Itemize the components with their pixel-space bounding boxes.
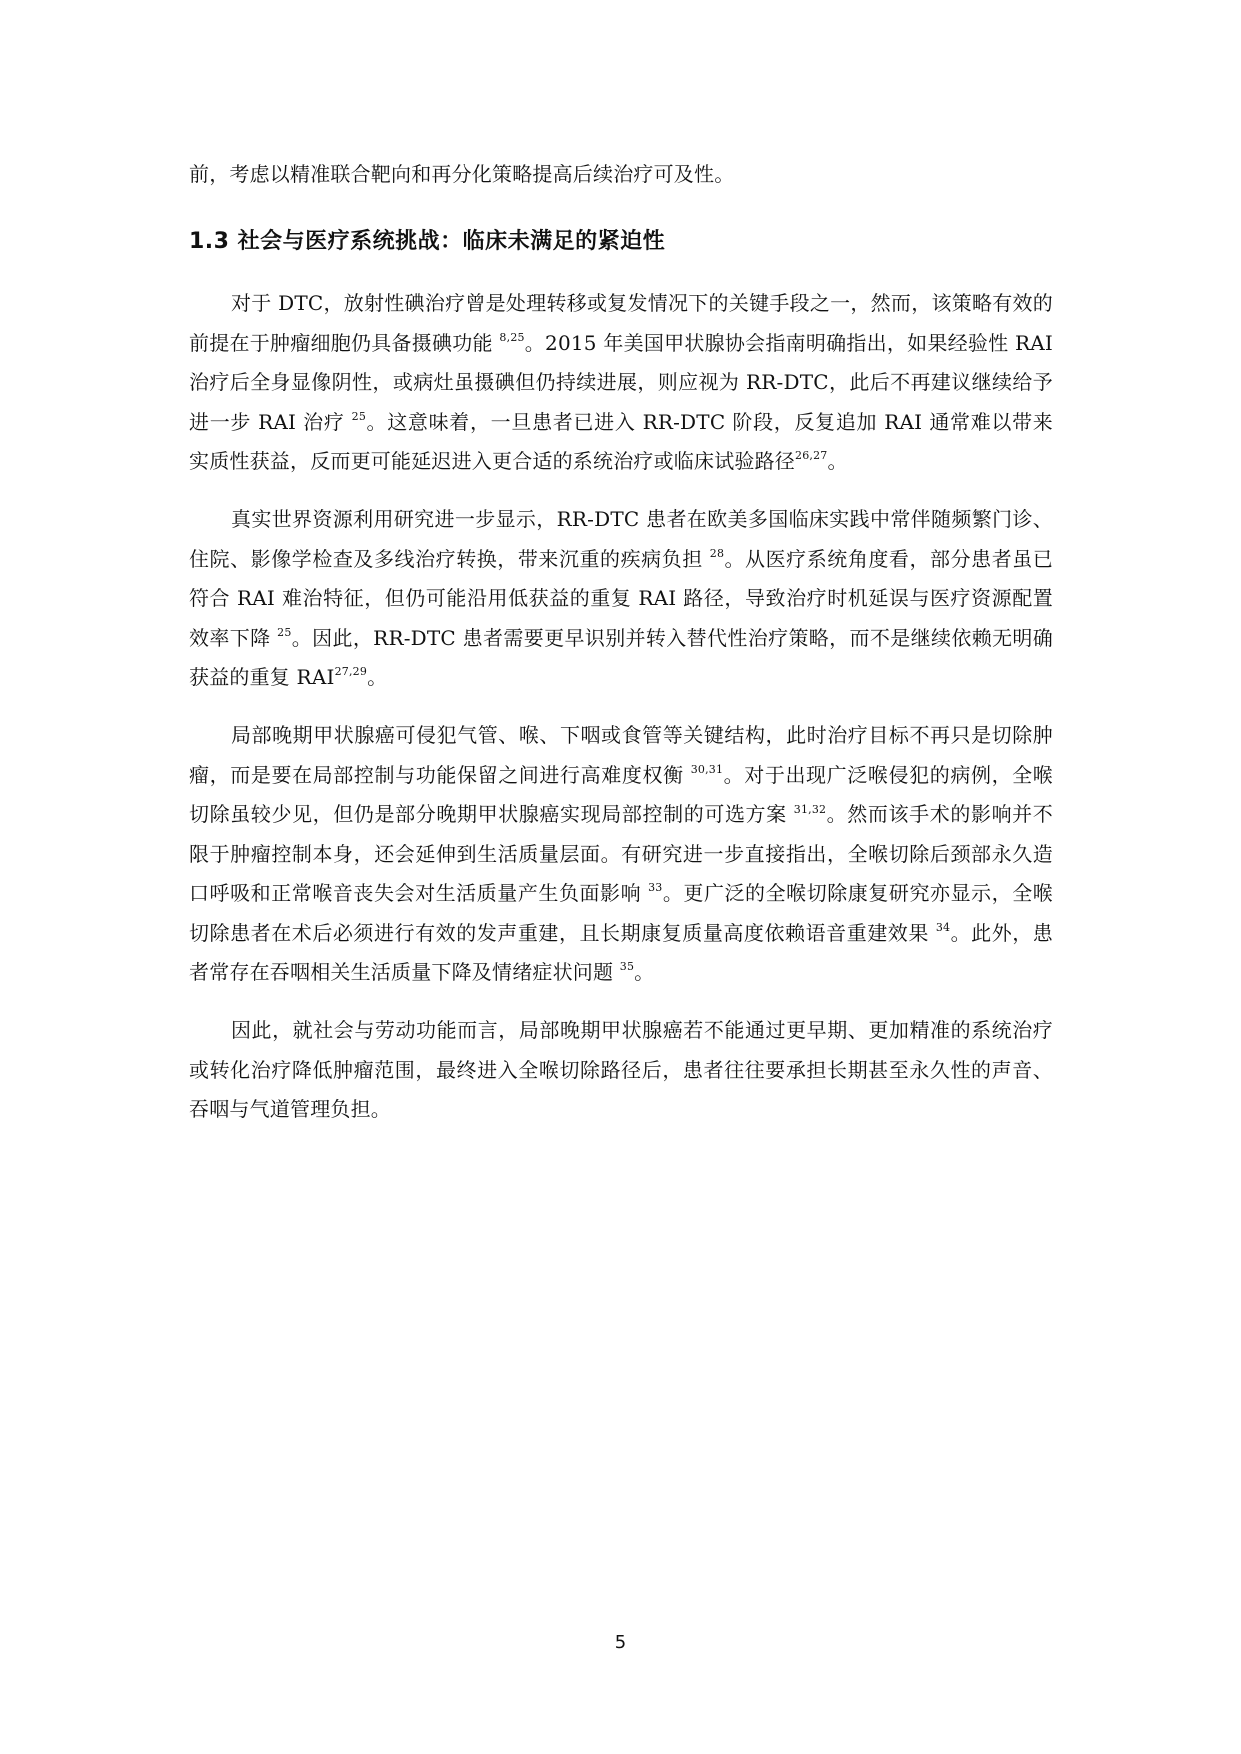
paragraph-text: 对于 DTC，放射性碘治疗曾是处理转移或复发情况下的关键手段之一，然而，该策略有效的前提在于肿瘤细胞仍具备摄碘功能 [189,291,1053,355]
citation: 28 [709,547,725,561]
paragraph-text: 。然而该手术的影响并不限于肿瘤控制本身，还会延伸到生活质量层面。有研究进一步直接指出，全喉切除后颈部永久造口呼吸和正常喉音丧失会对生活质量产生负面影响 [189,802,1053,906]
paragraph-text: 。 [634,959,655,984]
paragraph-text: 真实世界资源利用研究进一步显示，RR-DTC 患者在欧美多国临床实践中常伴随频繁门诊、住院、影像学检查及多线治疗转换，带来沉重的疾病负担 [189,507,1053,571]
citation: 8,25 [499,331,525,345]
section-heading: 1.3 社会与医疗系统挑战：临床未满足的紧迫性 [189,229,666,255]
citation: 33 [648,881,663,895]
paragraph-rai-strategy [189,284,1053,481]
citation: 27,29 [334,665,368,679]
citation: 34 [935,920,951,934]
citation: 26,27 [795,449,828,463]
citation: 31,32 [793,802,827,816]
citation: 30,31 [690,763,724,777]
paragraph-text: 局部晚期甲状腺癌可侵犯气管、喉、下咽或食管等关键结构，此时治疗目标不再只是切除肿瘤，而是要在局部控制与功能保留之间进行高难度权衡 [189,723,1053,787]
paragraph-text: 因此，就社会与劳动功能而言，局部晚期甲状腺癌若不能通过更早期、更加精准的系统治疗或转化治疗降低肿瘤范围，最终进入全喉切除路径后，患者往往要承担长期甚至永久性的声音、吞咽与气道管理负担。 [189,1018,1053,1122]
paragraph-text: 。对于出现广泛喉侵犯的病例，全喉切除虽较少见，但仍是部分晚期甲状腺癌实现局部控制的可选方案 [189,762,1053,827]
page-number: 5 [614,1632,627,1653]
paragraph-text: 。此外，患者常存在吞咽相关生活质量下降及情绪症状问题 [189,920,1053,984]
carryover-paragraph: 前，考虑以精准联合靶向和再分化策略提高后续治疗可及性。 [189,162,735,186]
paragraph-text: 。 [827,449,848,474]
citation: 25 [277,626,292,639]
paragraph-text: 。更广泛的全喉切除康复研究亦显示，全喉切除患者在术后必须进行有效的发声重建，且长期康复质量高度依赖语音重建效果 [189,881,1053,945]
paragraph-text: 。这意味着，一旦患者已进入 RR-DTC 阶段，反复追加 RAI 通常难以带来实质性获益，反而更可能延迟进入更合适的系统治疗或临床试验路径 [189,409,1053,474]
citation: 35 [619,960,635,974]
paragraph-real-world-burden [189,500,1053,697]
paragraph-social-burden [189,1011,1053,1129]
paragraph-text: 。因此，RR-DTC 患者需要更早识别并转入替代性治疗策略，而不是继续依赖无明确获益的重复 RAI [189,625,1053,690]
paragraph-text: 。2015 年美国甲状腺协会指南明确指出，如果经验性 RAI 治疗后全身显像阴性，或病灶虽摄碘但仍持续进展，则应视为 RR-DTC，此后不再建议继续给予进一步 RAI 治疗 [189,330,1054,434]
page-content [189,155,1053,1130]
paragraph-text: 。从医疗系统角度看，部分患者虽已符合 RAI 难治特征，但仍可能沿用低获益的重复 RAI 路径，导致治疗时机延误与医疗资源配置效率下降 [189,546,1054,650]
paragraph-text: 。 [367,665,388,690]
paragraph-local-advanced [189,716,1053,992]
citation: 25 [351,409,367,423]
